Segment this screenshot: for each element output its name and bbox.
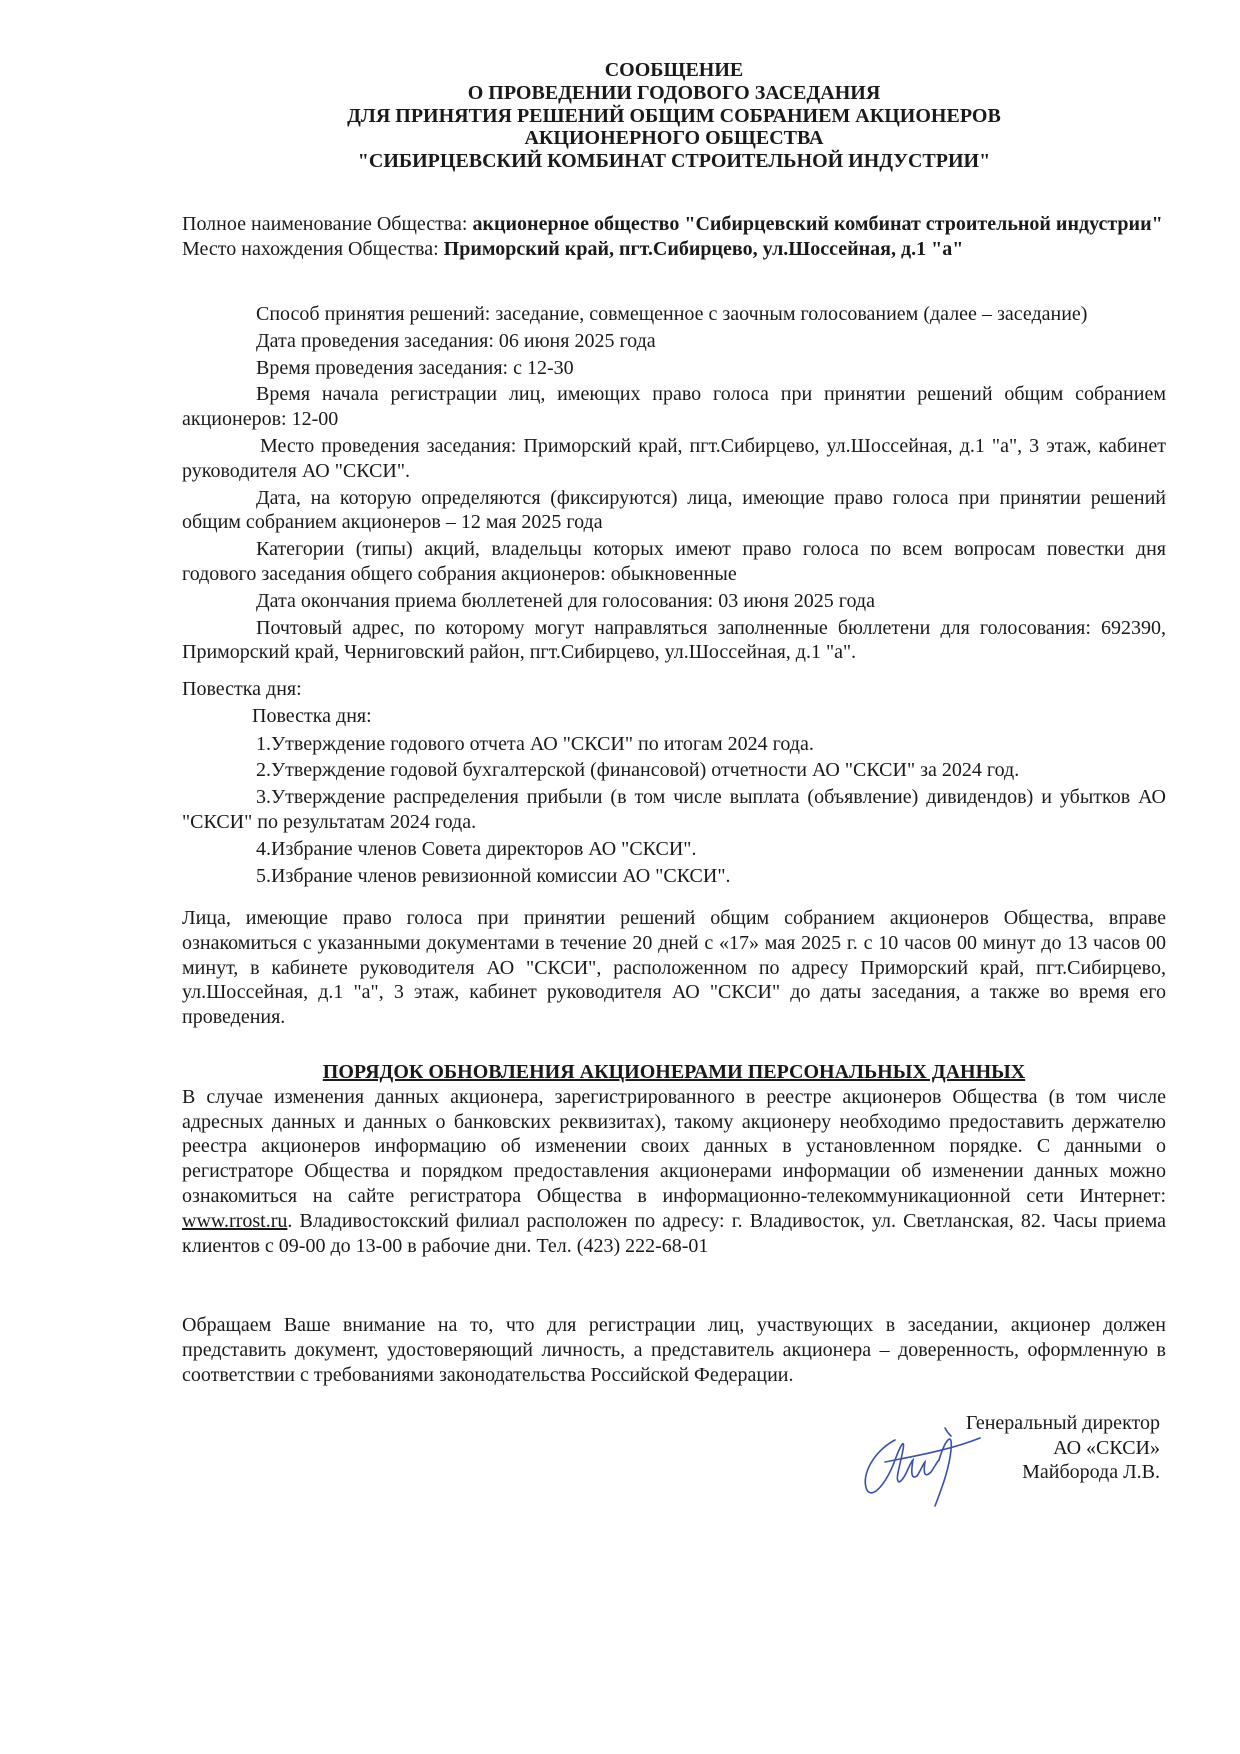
agenda [182,677,1166,890]
company-info [182,212,1166,262]
company-location: Приморский край, пгт.Сибирцево, ул.Шоссейная, д.1 "а" [443,237,964,260]
title-line: ДЛЯ ПРИНЯТИЯ РЕШЕНИЙ ОБЩИМ СОБРАНИЕМ АКЦИОНЕРОВ [347,104,1001,127]
detail-item: Категории (типы) акций, владельцы которых имеют право голоса по всем вопросам повестки дня годового заседания общего собрания акционеров: обыкновенные [182,538,1166,585]
agenda-item: 2.Утверждение годовой бухгалтерской (финансовой) отчетности АО "СКСИ" за 2024 год. [256,759,1020,782]
meeting-details [182,302,1166,667]
detail-item: Дата окончания приема бюллетеней для голосования: 03 июня 2025 года [256,589,875,612]
signatory-organization: АО «СКСИ» [1053,1436,1160,1459]
documents-notice-text: Лица, имеющие право голоса при принятии решений общим собранием акционеров Общества, вправе ознакомиться с указанными документами в течение 20 дней с «17» мая 2025 г. с 10 часов 00 минут до 13 часов 00 минут, в кабинете руководителя АО "СКСИ", расположенном по адресу Приморский край, пгт.Сибирцево, ул.Шоссейная, д.1 "а", 3 этаж, кабинет руководителя АО "СКСИ" до даты заседания, а также во время его проведения. [182,907,1166,1029]
title-line: АКЦИОНЕРНОГО ОБЩЕСТВА [524,127,824,150]
personal-data-text: В случае изменения данных акционера, зарегистрированного в реестре акционеров Общества (в том числе адресных данных и данных о банковских реквизитах), такому акционеру необходимо предоставить держателю реестра акционеров информацию об изменении своих данных в установленном порядке. С данными о регистраторе Общества и порядком предоставления акционерами информации об изменении данных можно ознакомиться на сайте регистратора Общества в информационно-телекоммуникационной сети Интернет: [182,1085,1166,1207]
signature-block [880,1411,1160,1485]
personal-data-section [182,1060,1166,1258]
agenda-item: 3.Утверждение распределения прибыли (в том числе выплата (объявление) дивидендов) и убытков АО "СКСИ" по результатам 2024 года. [182,786,1166,833]
document-title [182,59,1166,173]
detail-item: Способ принятия решений: заседание, совмещенное с заочным голосованием (далее – заседание) [256,303,1088,325]
agenda-item: 4.Избрание членов Совета директоров АО "СКСИ". [256,837,697,860]
attention-notice-text: Обращаем Ваше внимание на то, что для регистрации лиц, участвующих в заседании, акционер должен представить документ, удостоверяющий личность, а представитель акционера – доверенность, оформленную в соответствии с требованиями законодательства Российской Федерации. [182,1314,1166,1386]
agenda-subheading: Повестка дня: [252,704,372,727]
personal-data-text-end: . Владивостокский филиал расположен по адресу: г. Владивосток, ул. Светланская, 82. Часы приема клиентов с 09-00 до 13-00 в рабочие дни. Тел. (423) 222-68-01 [182,1209,1166,1257]
company-name: акционерное общество "Сибирцевский комбинат строительной индустрии" [472,213,1163,235]
detail-item: Дата, на которую определяются (фиксируются) лица, имеющие право голоса при принятии решений общим собранием акционеров – 12 мая 2025 года [182,486,1166,534]
detail-item: Дата проведения заседания: 06 июня 2025 года [256,329,656,352]
company-name-label: Полное наименование Общества: [182,213,473,235]
personal-data-heading: ПОРЯДОК ОБНОВЛЕНИЯ АКЦИОНЕРАМИ ПЕРСОНАЛЬНЫХ ДАННЫХ [322,1061,1026,1083]
documents-notice [182,906,1166,1030]
agenda-item: 5.Избрание членов ревизионной комиссии АО "СКСИ". [256,864,731,887]
detail-item: Время начала регистрации лиц, имеющих право голоса при принятии решений общим собранием акционеров: 12-00 [182,383,1166,431]
signatory-name: Майборода Л.В. [1022,1461,1160,1483]
company-location-label: Место нахождения Общества: [182,237,444,260]
title-line: О ПРОВЕДЕНИИ ГОДОВОГО ЗАСЕДАНИЯ [467,81,881,104]
title-line: СООБЩЕНИЕ [604,59,744,81]
attention-notice [182,1313,1166,1387]
title-line: "СИБИРЦЕВСКИЙ КОМБИНАТ СТРОИТЕЛЬНОЙ ИНДУСТРИИ" [357,150,991,173]
detail-item: Почтовый адрес, по которому могут направляться заполненные бюллетени для голосования: 692390, Приморский край, Черниговский район, пгт.Сибирцево, ул.Шоссейная, д.1 "а". [182,616,1166,664]
detail-item: Место проведения заседания: Приморский край, пгт.Сибирцево, ул.Шоссейная, д.1 "а", 3 этаж, кабинет руководителя АО "СКСИ". [182,434,1166,482]
detail-item: Время проведения заседания: с 12-30 [256,356,574,379]
registrar-website-link[interactable]: www.rrost.ru [182,1209,288,1232]
agenda-item: 1.Утверждение годового отчета АО "СКСИ" по итогам 2024 года. [256,732,814,755]
signatory-position: Генеральный директор [965,1412,1160,1434]
agenda-heading: Повестка дня: [182,678,302,700]
